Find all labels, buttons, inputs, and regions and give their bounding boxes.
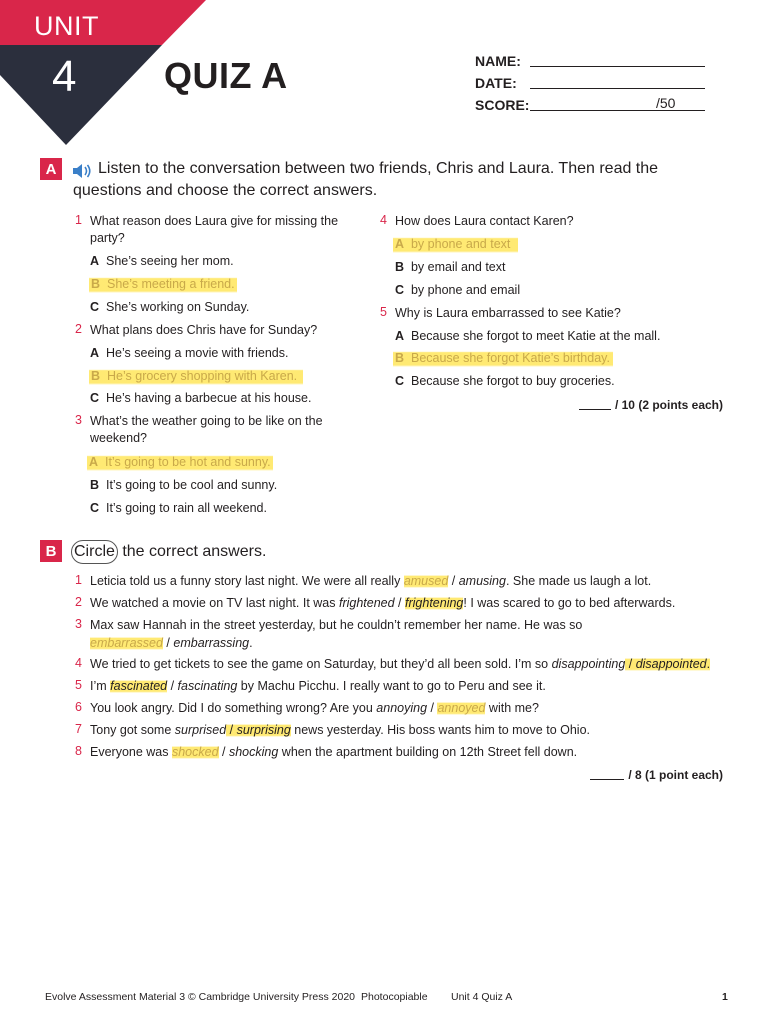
quiz-title: QUIZ A bbox=[164, 55, 288, 96]
sentence-item-line1: Max saw Hannah in the street yesterday, but he couldn’t remember her name. He was so bbox=[90, 618, 583, 632]
sentence-text: You look angry. Did I do something wrong? Are you bbox=[90, 701, 377, 715]
answer-option[interactable] bbox=[90, 500, 267, 517]
option-letter: B bbox=[90, 478, 100, 492]
answer-option[interactable] bbox=[395, 373, 615, 390]
section-a-instruction: Listen to the conversation between two friends, Chris and Laura. Then read the questions and choose the correct answers. bbox=[73, 160, 659, 199]
item-number: 5 bbox=[75, 678, 82, 692]
option-text: Because she forgot to meet Katie at the mall. bbox=[410, 329, 661, 343]
name-label: NAME: bbox=[475, 53, 521, 69]
footer-copyright: Evolve Assessment Material 3 © Cambridge University Press 2020 bbox=[45, 991, 356, 1003]
choice-option[interactable]: annoying bbox=[376, 701, 428, 715]
option-text: She’s meeting a friend. bbox=[106, 277, 235, 291]
sentence-text: by Machu Picchu. I really want to go to Peru and see it. bbox=[237, 679, 546, 693]
sentence-item[interactable] bbox=[90, 656, 710, 673]
section-b-points bbox=[590, 768, 723, 782]
answer-option[interactable] bbox=[395, 328, 660, 345]
sentence-text: We watched a movie on TV last night. It was bbox=[90, 596, 339, 610]
separator: / bbox=[394, 596, 405, 610]
sentence-text: when the apartment building on 12th Street fell down. bbox=[278, 745, 578, 759]
option-letter: A bbox=[395, 237, 405, 251]
answer-option-highlighted[interactable] bbox=[393, 350, 613, 367]
section-b-instruction bbox=[73, 540, 266, 564]
footer-photocopiable: Photocopiable bbox=[361, 991, 428, 1003]
option-text: by phone and email bbox=[410, 283, 521, 297]
option-letter: A bbox=[90, 346, 100, 360]
choice-option-selected[interactable]: annoyed bbox=[437, 701, 486, 715]
points-blank[interactable] bbox=[579, 409, 611, 410]
answer-option-highlighted[interactable] bbox=[89, 368, 303, 385]
question-number: 1 bbox=[75, 213, 82, 227]
item-number: 3 bbox=[75, 617, 82, 631]
option-text: He’s grocery shopping with Karen. bbox=[106, 369, 298, 383]
option-letter: A bbox=[89, 455, 99, 469]
choice-option[interactable]: amusing bbox=[458, 574, 506, 588]
answer-option-highlighted[interactable] bbox=[393, 236, 518, 253]
separator: / bbox=[448, 574, 459, 588]
choice-option-selected[interactable]: fascinated bbox=[110, 679, 168, 693]
option-letter: C bbox=[90, 501, 100, 515]
sentence-text: Everyone was bbox=[90, 745, 172, 759]
points-text: / 10 (2 points each) bbox=[614, 398, 723, 412]
option-letter: B bbox=[395, 260, 405, 274]
option-letter: C bbox=[395, 374, 405, 388]
option-text: It’s going to be cool and sunny. bbox=[105, 478, 278, 492]
answer-option[interactable] bbox=[90, 345, 288, 362]
answer-option-highlighted[interactable] bbox=[89, 276, 237, 293]
option-letter: C bbox=[90, 300, 100, 314]
option-letter: B bbox=[395, 351, 405, 365]
answer-option[interactable] bbox=[90, 477, 277, 494]
sentence-item[interactable] bbox=[90, 635, 253, 652]
item-number: 4 bbox=[75, 656, 82, 670]
option-letter: A bbox=[395, 329, 405, 343]
separator: / bbox=[218, 745, 229, 759]
points-blank[interactable] bbox=[590, 779, 624, 780]
answer-option[interactable] bbox=[90, 299, 249, 316]
instruction-rest: the correct answers. bbox=[117, 543, 267, 560]
unit-label: UNIT bbox=[34, 11, 99, 41]
sentence-item[interactable] bbox=[90, 678, 546, 695]
separator: / bbox=[427, 701, 438, 715]
choice-option-selected[interactable]: disappointed bbox=[635, 657, 707, 671]
section-a-points bbox=[579, 398, 723, 412]
answer-option[interactable] bbox=[90, 390, 311, 407]
option-letter: A bbox=[90, 254, 100, 268]
footer-unit-ref: Unit 4 Quiz A bbox=[451, 991, 513, 1003]
option-text: He’s having a barbecue at his house. bbox=[105, 391, 312, 405]
separator: / bbox=[167, 679, 178, 693]
separator: / bbox=[625, 657, 636, 671]
answer-option[interactable] bbox=[90, 253, 234, 270]
section-b-badge: B bbox=[40, 540, 62, 562]
option-text: She’s working on Sunday. bbox=[105, 300, 250, 314]
date-field[interactable] bbox=[530, 88, 705, 89]
item-number: 6 bbox=[75, 700, 82, 714]
section-a-badge: A bbox=[40, 158, 62, 180]
sentence-text: . bbox=[249, 636, 253, 650]
sentence-item[interactable] bbox=[90, 744, 577, 761]
item-number: 1 bbox=[75, 573, 82, 587]
score-total: /50 bbox=[656, 95, 676, 111]
question-text: Why is Laura embarrassed to see Katie? bbox=[395, 306, 621, 320]
item-number: 2 bbox=[75, 595, 82, 609]
choice-option-selected[interactable]: amused bbox=[403, 574, 449, 588]
separator: / bbox=[162, 636, 174, 650]
question-number: 5 bbox=[380, 305, 387, 319]
question-text: What reason does Laura give for missing the party? bbox=[90, 214, 339, 245]
choice-option[interactable]: disappointing bbox=[551, 657, 626, 671]
choice-option-selected[interactable]: surprising bbox=[236, 723, 291, 737]
date-label: DATE: bbox=[475, 75, 517, 91]
choice-option[interactable]: frightened bbox=[338, 596, 395, 610]
separator: / bbox=[226, 723, 237, 737]
answer-option-highlighted[interactable] bbox=[87, 454, 273, 471]
choice-option-selected[interactable]: frightening bbox=[405, 596, 464, 610]
sentence-item[interactable] bbox=[90, 700, 539, 717]
choice-option[interactable]: surprised bbox=[174, 723, 227, 737]
sentence-text: We tried to get tickets to see the game on Saturday, but they’d all been sold. I’m so bbox=[90, 657, 552, 671]
choice-option[interactable]: fascinating bbox=[177, 679, 238, 693]
option-text: by email and text bbox=[410, 260, 506, 274]
question-number: 3 bbox=[75, 413, 82, 427]
score-field[interactable] bbox=[530, 110, 705, 111]
sentence-item[interactable] bbox=[90, 722, 590, 739]
name-field[interactable] bbox=[530, 66, 705, 67]
sentence-text: I’m bbox=[90, 679, 111, 693]
option-letter: B bbox=[91, 369, 101, 383]
sentence-item[interactable] bbox=[90, 573, 651, 590]
question-text: How does Laura contact Karen? bbox=[395, 214, 574, 228]
sentence-text: Tony got some bbox=[90, 723, 175, 737]
question-text: What’s the weather going to be like on the weekend? bbox=[90, 414, 323, 445]
answer-option[interactable] bbox=[395, 282, 520, 299]
option-text: She’s seeing her mom. bbox=[105, 254, 234, 268]
option-text: He’s seeing a movie with friends. bbox=[105, 346, 289, 360]
item-number: 7 bbox=[75, 722, 82, 736]
option-letter: C bbox=[90, 391, 100, 405]
sentence-item[interactable] bbox=[90, 595, 675, 612]
option-text: by phone and text bbox=[410, 237, 511, 251]
sentence-text: news yesterday. His boss wants him to move to Ohio. bbox=[290, 723, 590, 737]
sentence-text: ! I was scared to go to bed afterwards. bbox=[463, 596, 676, 610]
question-text: What plans does Chris have for Sunday? bbox=[90, 323, 318, 337]
choice-option[interactable]: shocking bbox=[228, 745, 279, 759]
question-number: 4 bbox=[380, 213, 387, 227]
option-text: Because she forgot Katie’s birthday. bbox=[410, 351, 610, 365]
item-number: 8 bbox=[75, 744, 82, 758]
choice-option-selected[interactable]: shocked bbox=[171, 745, 219, 759]
sentence-text: . bbox=[706, 657, 711, 671]
page-number: 1 bbox=[722, 991, 728, 1003]
score-label: SCORE: bbox=[475, 97, 530, 113]
choice-option-selected[interactable]: embarrassed bbox=[90, 636, 163, 650]
unit-number: 4 bbox=[52, 52, 77, 101]
sentence-text: Leticia told us a funny story last night. We were all really bbox=[90, 574, 404, 588]
option-text: It’s going to rain all weekend. bbox=[105, 501, 267, 515]
question-number: 2 bbox=[75, 322, 82, 336]
option-letter: B bbox=[91, 277, 101, 291]
sentence-text: with me? bbox=[485, 701, 539, 715]
answer-option[interactable] bbox=[395, 259, 505, 276]
option-text: It’s going to be hot and sunny. bbox=[104, 455, 271, 469]
choice-option[interactable]: embarrassing bbox=[173, 636, 250, 650]
option-text: Because she forgot to buy groceries. bbox=[410, 374, 615, 388]
circle-word: Circle bbox=[71, 540, 118, 564]
sentence-text: . She made us laugh a lot. bbox=[505, 574, 652, 588]
points-text: / 8 (1 point each) bbox=[628, 768, 723, 782]
option-letter: C bbox=[395, 283, 405, 297]
